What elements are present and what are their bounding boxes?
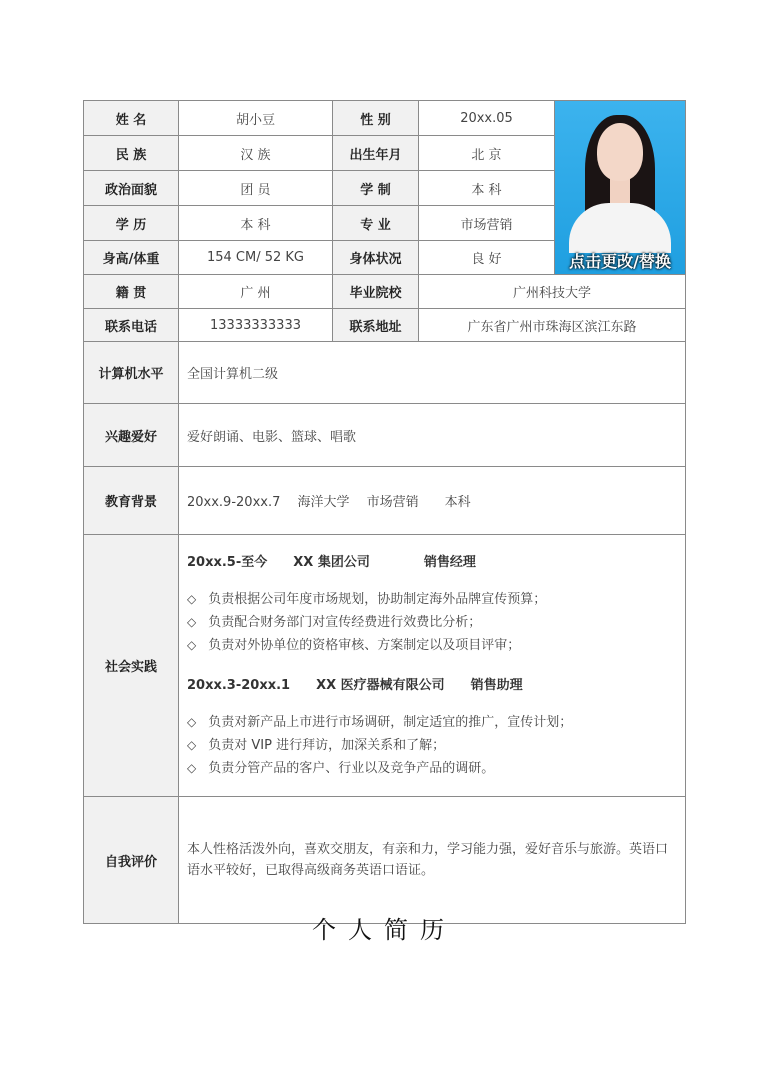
education-value[interactable]: 本 科: [179, 206, 333, 241]
phone-value[interactable]: 13333333333: [179, 309, 333, 342]
health-label: 身体状况: [333, 241, 419, 275]
education-bg-value[interactable]: 20xx.9-20xx.7 海洋大学 市场营销 本科: [179, 467, 686, 535]
ethnic-value[interactable]: 汉 族: [179, 136, 333, 171]
height-weight-label: 身高/体重: [84, 241, 179, 275]
job-2-duty: ◇ 负责对 VIP 进行拜访，加深关系和了解；: [187, 734, 677, 757]
self-eval-label: 自我评价: [84, 797, 179, 924]
name-label: 姓 名: [84, 101, 179, 136]
job-2-header: [187, 675, 677, 697]
photo-neck: [610, 177, 630, 205]
job-2-duty: ◇ 负责对新产品上市进行市场调研，制定适宜的推广，宣传计划；: [187, 711, 677, 734]
birth-label: 出生年月: [333, 136, 419, 171]
politics-label: 政治面貌: [84, 171, 179, 206]
job-2-title: 销售助理: [470, 677, 523, 693]
replace-photo-button[interactable]: 点击更改/替换: [569, 252, 671, 271]
ethnic-label: 民 族: [84, 136, 179, 171]
school-system-value[interactable]: 本 科: [419, 171, 555, 206]
education-label: 学 历: [84, 206, 179, 241]
name-value[interactable]: 胡小豆: [179, 101, 333, 136]
phone-label: 联系电话: [84, 309, 179, 342]
profile-photo[interactable]: [555, 101, 685, 274]
birth-value[interactable]: 北 京: [419, 136, 555, 171]
height-weight-value[interactable]: 154 CM/ 52 KG: [179, 241, 333, 275]
graduate-school-value[interactable]: 广州科技大学: [419, 275, 686, 309]
education-bg-label: 教育背景: [84, 467, 179, 535]
native-label: 籍 贯: [84, 275, 179, 309]
resume-table: [83, 100, 685, 924]
practice-content[interactable]: [179, 535, 686, 797]
document-title: 个人简历: [312, 916, 456, 944]
major-value[interactable]: 市场营销: [419, 206, 555, 241]
photo-shoulders: [569, 203, 671, 253]
self-eval-value[interactable]: 本人性格活泼外向，喜欢交朋友，有亲和力，学习能力强，爱好音乐与旅游。英语口语水平较好，已取得高级商务英语口语证。: [179, 797, 686, 924]
hobby-value[interactable]: 爱好朗诵、电影、篮球、唱歌: [179, 404, 686, 467]
photo-cell[interactable]: [555, 101, 686, 275]
photo-face: [597, 123, 643, 181]
computer-value[interactable]: 全国计算机二级: [179, 342, 686, 404]
job-2-duty: ◇ 负责分管产品的客户、行业以及竞争产品的调研。: [187, 757, 677, 780]
gender-label: 性 别: [333, 101, 419, 136]
job-1-duty: ◇ 负责配合财务部门对宣传经费进行效费比分析；: [187, 611, 677, 634]
job-2-period: 20xx.3-20xx.1: [187, 677, 291, 693]
native-value[interactable]: 广 州: [179, 275, 333, 309]
practice-label: 社会实践: [84, 535, 179, 797]
health-value[interactable]: 良 好: [419, 241, 555, 275]
address-value[interactable]: 广东省广州市珠海区滨江东路: [419, 309, 686, 342]
job-1-duty: ◇ 负责根据公司年度市场规划，协助制定海外品牌宣传预算；: [187, 588, 677, 611]
job-1-header: [187, 552, 677, 574]
major-label: 专 业: [333, 206, 419, 241]
school-system-label: 学 制: [333, 171, 419, 206]
gender-value[interactable]: 20xx.05: [419, 101, 555, 136]
job-1-company: XX 集团公司: [293, 554, 370, 570]
address-label: 联系地址: [333, 309, 419, 342]
politics-value[interactable]: 团 员: [179, 171, 333, 206]
job-1-period: 20xx.5-至今: [187, 554, 268, 570]
job-1-duty: ◇ 负责对外协单位的资格审核、方案制定以及项目评审；: [187, 634, 677, 657]
computer-label: 计算机水平: [84, 342, 179, 404]
job-1-title: 销售经理: [423, 554, 476, 570]
job-2-company: XX 医疗器械有限公司: [316, 677, 445, 693]
hobby-label: 兴趣爱好: [84, 404, 179, 467]
graduate-school-label: 毕业院校: [333, 275, 419, 309]
